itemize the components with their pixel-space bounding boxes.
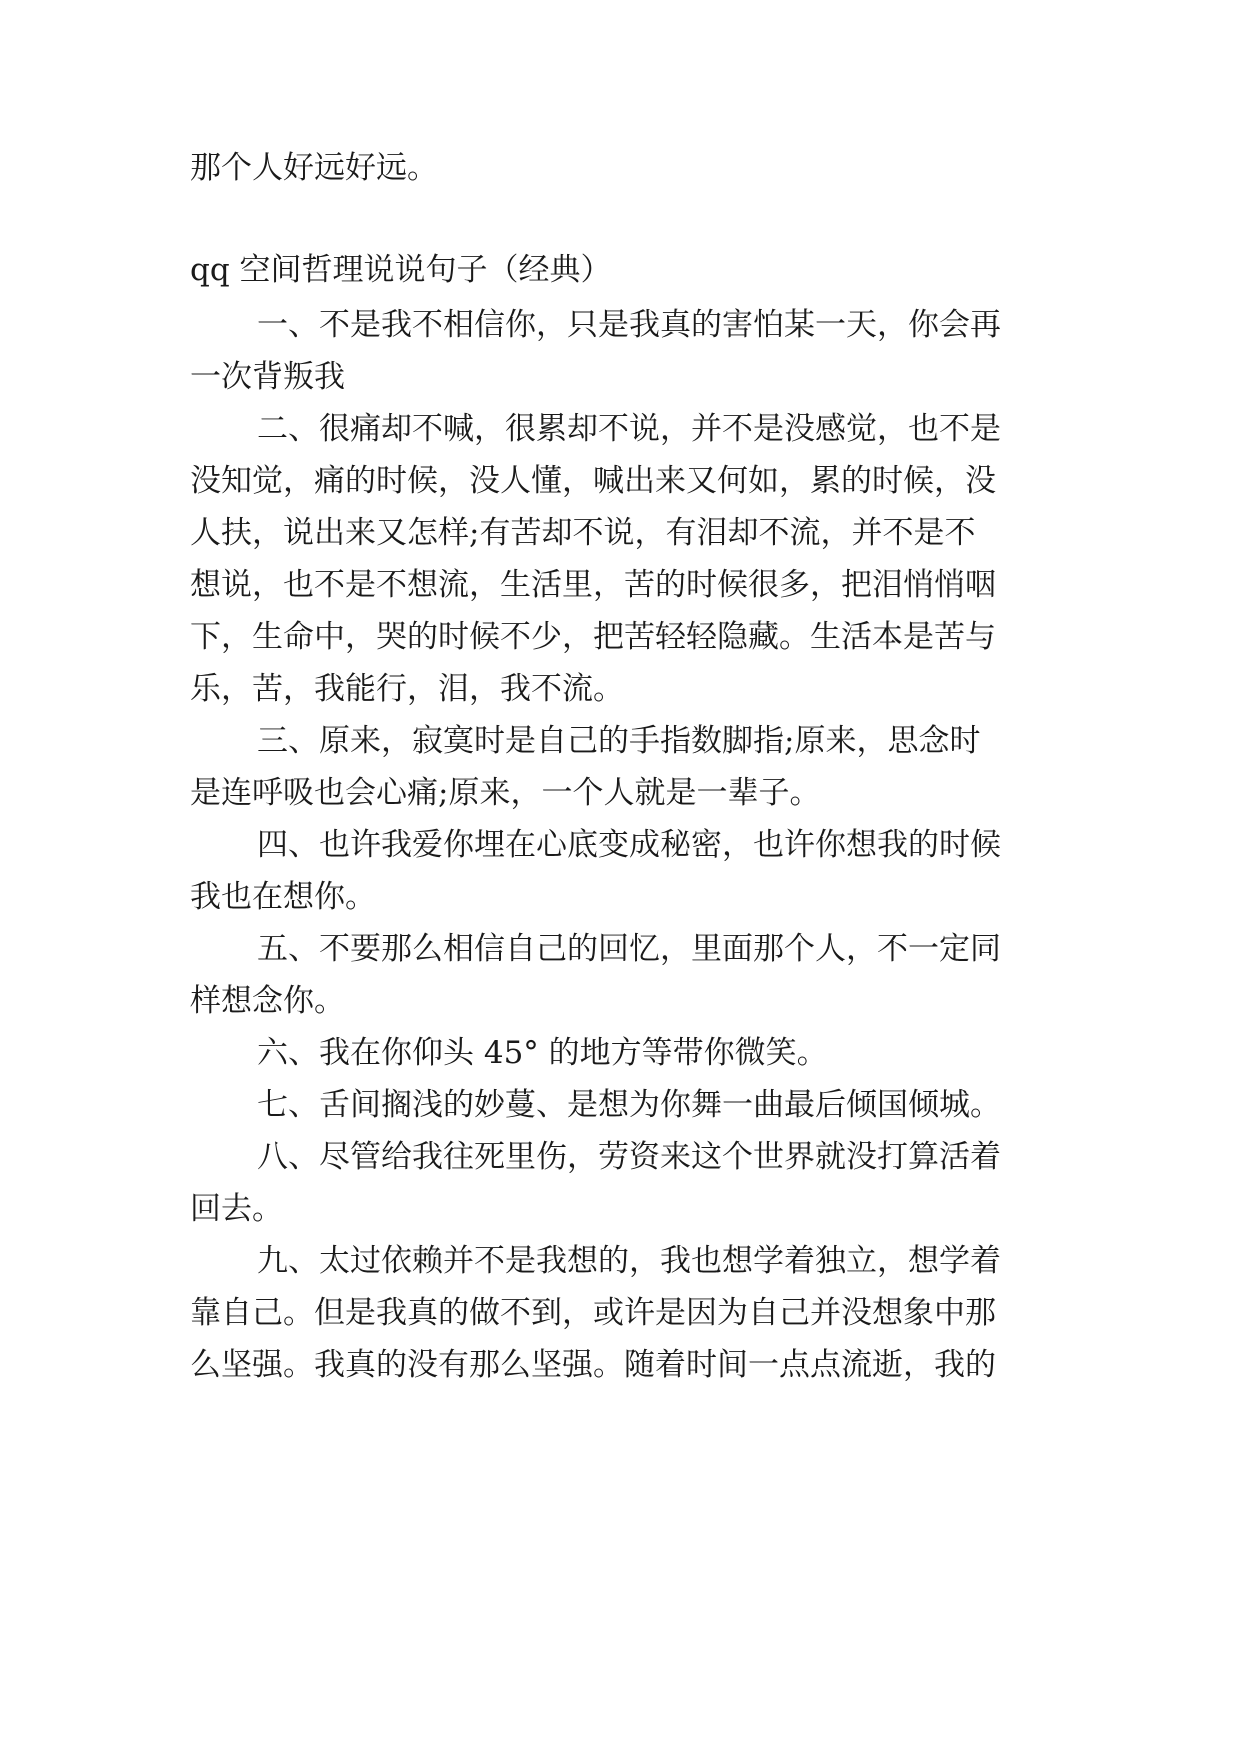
paragraph-line: 六、我在你仰头 45° 的地方等带你微笑。	[257, 1035, 828, 1071]
paragraph-line: 那个人好远好远。	[190, 150, 438, 186]
paragraph-line: 八、尽管给我往死里伤，劳资来这个世界就没打算活着	[257, 1139, 1001, 1175]
paragraph-line: 人扶，说出来又怎样;有苦却不说，有泪却不流，并不是不	[190, 515, 976, 551]
paragraph-line: 五、不要那么相信自己的回忆，里面那个人，不一定同	[257, 931, 1001, 967]
paragraph-line: 回去。	[190, 1191, 283, 1227]
paragraph-line: 下，生命中，哭的时候不少，把苦轻轻隐藏。生活本是苦与	[190, 619, 996, 655]
paragraph-line: 我也在想你。	[190, 879, 376, 915]
paragraph-line: 三、原来，寂寞时是自己的手指数脚指;原来，思念时	[257, 723, 981, 759]
paragraph-line: 是连呼吸也会心痛;原来，一个人就是一辈子。	[190, 775, 821, 811]
paragraph-line: 没知觉，痛的时候，没人懂，喊出来又何如，累的时候，没	[190, 463, 996, 499]
paragraph-line: 一、不是我不相信你，只是我真的害怕某一天，你会再	[257, 307, 1001, 343]
paragraph-line: 靠自己。但是我真的做不到，或许是因为自己并没想象中那	[190, 1295, 996, 1331]
section-heading: qq 空间哲理说说句子（经典）	[190, 252, 612, 288]
paragraph-line: 乐，苦，我能行，泪，我不流。	[190, 671, 624, 707]
paragraph-line: 二、很痛却不喊，很累却不说，并不是没感觉，也不是	[257, 411, 1001, 447]
paragraph-line: 九、太过依赖并不是我想的，我也想学着独立，想学着	[257, 1243, 1001, 1279]
paragraph-line: 四、也许我爱你埋在心底变成秘密，也许你想我的时候	[257, 827, 1001, 863]
paragraph-line: 么坚强。我真的没有那么坚强。随着时间一点点流逝，我的	[190, 1347, 996, 1383]
paragraph-line: 七、舌间搁浅的妙蔓、是想为你舞一曲最后倾国倾城。	[257, 1087, 1001, 1123]
paragraph-line: 想说，也不是不想流，生活里，苦的时候很多，把泪悄悄咽	[190, 567, 996, 603]
paragraph-line: 样想念你。	[190, 983, 345, 1019]
paragraph-line: 一次背叛我	[190, 359, 345, 395]
